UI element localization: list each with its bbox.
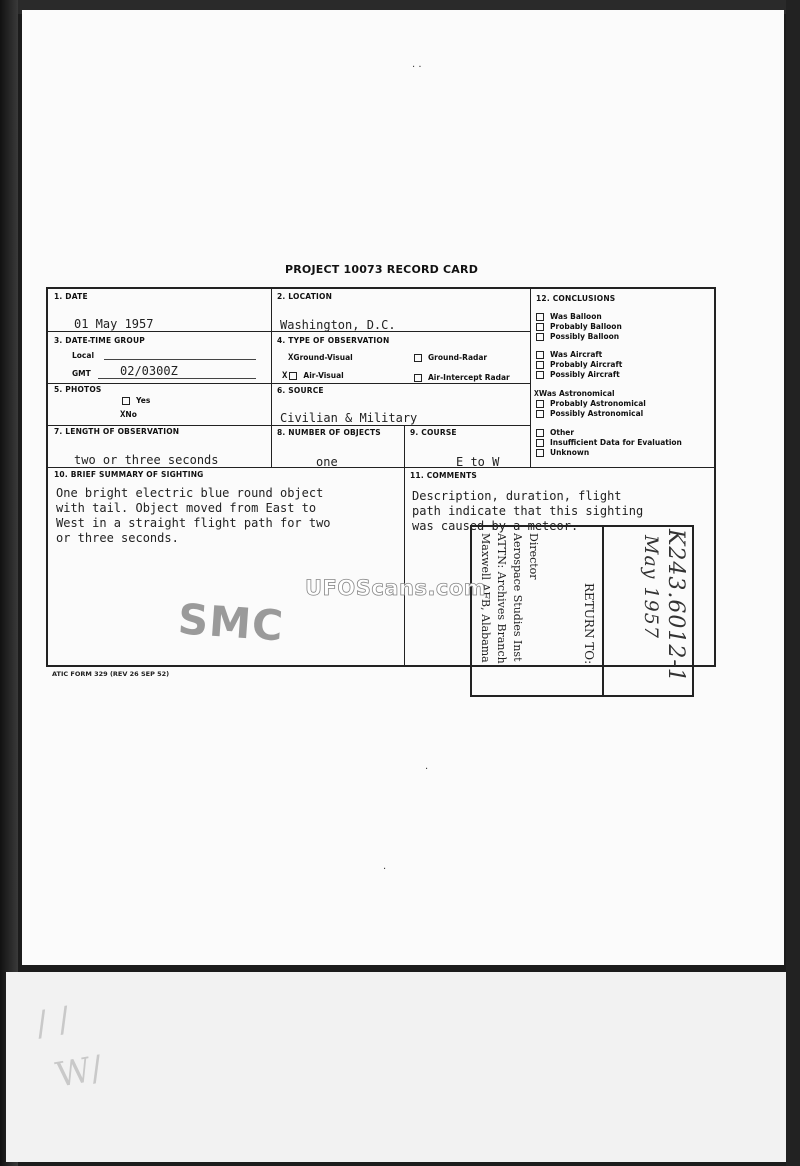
film-edge-right bbox=[786, 0, 800, 1166]
gmt-line bbox=[98, 378, 256, 379]
date-value: 01 May 1957 bbox=[74, 317, 154, 331]
conclusion-item: Possibly Aircraft bbox=[536, 370, 620, 379]
conclusion-item: Possibly Balloon bbox=[536, 332, 619, 341]
stamp-line: Director bbox=[527, 533, 540, 580]
obs-ground-visual: XGround-Visual bbox=[288, 353, 353, 363]
conclusion-item: Other bbox=[536, 428, 574, 437]
conclusion-item: Insufficient Data for Evaluation bbox=[536, 438, 682, 447]
type-of-observation-label: 4. TYPE OF OBSERVATION bbox=[277, 336, 390, 345]
length-of-observation-label: 7. LENGTH OF OBSERVATION bbox=[54, 427, 180, 436]
watermark: UFOScans.com bbox=[305, 576, 487, 600]
conclusion-item: XWas Astronomical bbox=[534, 389, 615, 398]
source-value: Civilian & Military bbox=[280, 411, 418, 425]
handwritten-date: May 1957 bbox=[640, 535, 662, 639]
location-value: Washington, D.C. bbox=[280, 318, 396, 332]
next-frame-strip bbox=[6, 972, 786, 1162]
divider bbox=[271, 289, 272, 467]
date-label: 1. DATE bbox=[54, 292, 88, 301]
conclusion-item: Was Aircraft bbox=[536, 350, 602, 359]
divider bbox=[404, 425, 405, 667]
summary-line: with tail. Object moved from East to bbox=[56, 501, 317, 515]
local-line bbox=[104, 359, 256, 360]
obs-ground-radar: Ground-Radar bbox=[414, 353, 487, 362]
gmt-value: 02/0300Z bbox=[120, 364, 178, 378]
handwritten-file-number: K243.6012-1 bbox=[663, 529, 688, 683]
conclusion-item: Possibly Astronomical bbox=[536, 409, 643, 418]
summary-line: One bright electric blue round object bbox=[56, 486, 324, 500]
photos-label: 5. PHOTOS bbox=[54, 385, 102, 394]
stamp-line: Maxwell AFB, Alabama bbox=[479, 533, 492, 663]
gmt-label: GMT bbox=[72, 369, 91, 378]
photos-no: XNo bbox=[120, 410, 137, 420]
course-label: 9. COURSE bbox=[410, 428, 457, 437]
conclusion-item: Probably Aircraft bbox=[536, 360, 622, 369]
speck: · · bbox=[412, 62, 422, 73]
card-title: PROJECT 10073 RECORD CARD bbox=[285, 263, 479, 276]
comments-line: Description, duration, flight bbox=[412, 489, 622, 503]
speck: · bbox=[383, 864, 387, 875]
number-of-objects-label: 8. NUMBER OF OBJECTS bbox=[277, 428, 381, 437]
divider bbox=[48, 467, 716, 468]
faint-mark: / / bbox=[32, 999, 73, 1045]
stamp-divider bbox=[602, 527, 604, 695]
conclusions-label: 12. CONCLUSIONS bbox=[536, 294, 616, 303]
conclusion-item: Probably Balloon bbox=[536, 322, 622, 331]
stamp-line: Aerospace Studies Inst bbox=[511, 533, 524, 662]
summary-line: West in a straight flight path for two bbox=[56, 516, 331, 530]
smc-stamp: SMC bbox=[176, 594, 286, 651]
comments-label: 11. COMMENTS bbox=[410, 471, 478, 480]
date-time-group-label: 3. DATE-TIME GROUP bbox=[54, 336, 145, 345]
divider bbox=[48, 383, 530, 384]
return-to-stamp bbox=[470, 525, 694, 697]
return-to-label: RETURN TO: bbox=[582, 583, 596, 665]
stamp-line: ATTN: Archives Branch bbox=[495, 533, 508, 664]
number-value: one bbox=[316, 455, 338, 469]
photos-yes: Yes bbox=[122, 396, 150, 405]
summary-line: or three seconds. bbox=[56, 531, 179, 545]
divider bbox=[48, 425, 530, 426]
faint-mark: W/ bbox=[52, 1048, 106, 1096]
conclusion-item: Probably Astronomical bbox=[536, 399, 646, 408]
course-value: E to W bbox=[456, 455, 500, 469]
speck: · bbox=[425, 764, 429, 775]
comments-line: path indicate that this sighting bbox=[412, 504, 644, 518]
obs-air-intercept-radar: Air-Intercept Radar bbox=[414, 373, 510, 382]
comments-line: was caused by a meteor. bbox=[412, 519, 579, 533]
conclusion-item: Was Balloon bbox=[536, 312, 602, 321]
length-value: two or three seconds bbox=[74, 453, 219, 467]
conclusion-item: Unknown bbox=[536, 448, 589, 457]
source-label: 6. SOURCE bbox=[277, 386, 324, 395]
divider bbox=[530, 289, 531, 467]
location-label: 2. LOCATION bbox=[277, 292, 333, 301]
local-label: Local bbox=[72, 351, 95, 360]
form-footer: ATIC FORM 329 (REV 26 SEP 52) bbox=[52, 670, 170, 678]
obs-air-visual: X Air-Visual bbox=[282, 371, 344, 381]
summary-label: 10. BRIEF SUMMARY OF SIGHTING bbox=[54, 470, 204, 479]
